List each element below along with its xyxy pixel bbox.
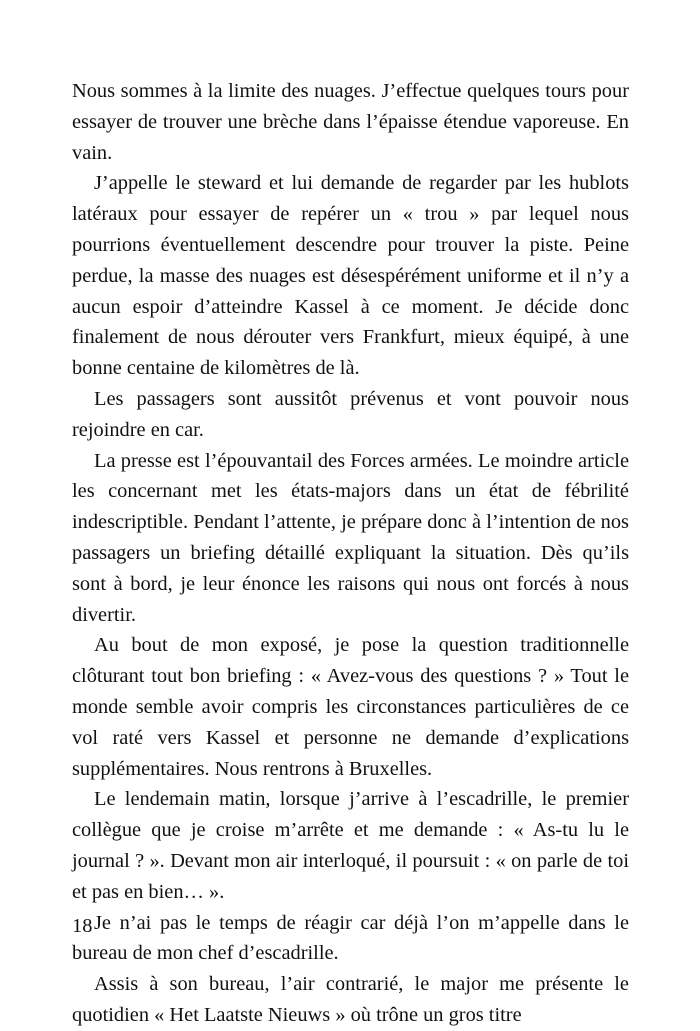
paragraph: La presse est l’épouvantail des Forces armées. Le moindre article les concernant met les états-majors dans un état de fébrilité indescriptible. Pendant l’attente, je prépare donc à l’intention de nos passagers un briefing détaillé expliquant la situation. Dès qu’ils sont à bord, je leur énonce les raisons qui nous ont forcés à nous divertir. (72, 449, 629, 626)
paragraph: J’appelle le steward et lui demande de regarder par les hublots latéraux pour essayer de repérer un « trou » par lequel nous pourrions éventuellement descendre pour trouver la piste. Peine perdue, la masse des nuages est désespérément uniforme et il n’y a aucun espoir d’atteindre Kassel à ce moment. Je décide donc finalement de nous dérouter vers Frankfurt, mieux équipé, à une bonne centaine de kilomètres de là. (72, 172, 629, 380)
paragraph: Nous sommes à la limite des nuages. J’effectue quelques tours pour essayer de trouver une brèche dans l’épaisse étendue vaporeuse. En vain. (72, 80, 629, 164)
paragraph: Je n’ai pas le temps de réagir car déjà l’on m’appelle dans le bureau de mon chef d’escadrille. (72, 911, 629, 965)
paragraph: Au bout de mon exposé, je pose la question traditionnelle clôturant tout bon briefing : « Avez-vous des questions ? » Tout le monde semble avoir compris les circonstances particulières de ce vol raté vers Kassel et personne ne demande d’explications supplémentaires. Nous rentrons à Bruxelles. (72, 634, 629, 780)
page-number: 18 (72, 915, 93, 937)
body-text (72, 76, 629, 1031)
paragraph: Assis à son bureau, l’air contrarié, le major me présente le quotidien « Het Laatste Nieuws » où trône un gros titre (72, 973, 629, 1026)
paragraph: Les passagers sont aussitôt prévenus et vont pouvoir nous rejoindre en car. (72, 387, 629, 441)
paragraph: Le lendemain matin, lorsque j’arrive à l’escadrille, le premier collègue que je croise m’arrête et me demande : « As-tu lu le journal ? ». Devant mon air interloqué, il poursuit : « on parle de toi et pas en bien… ». (72, 788, 629, 903)
